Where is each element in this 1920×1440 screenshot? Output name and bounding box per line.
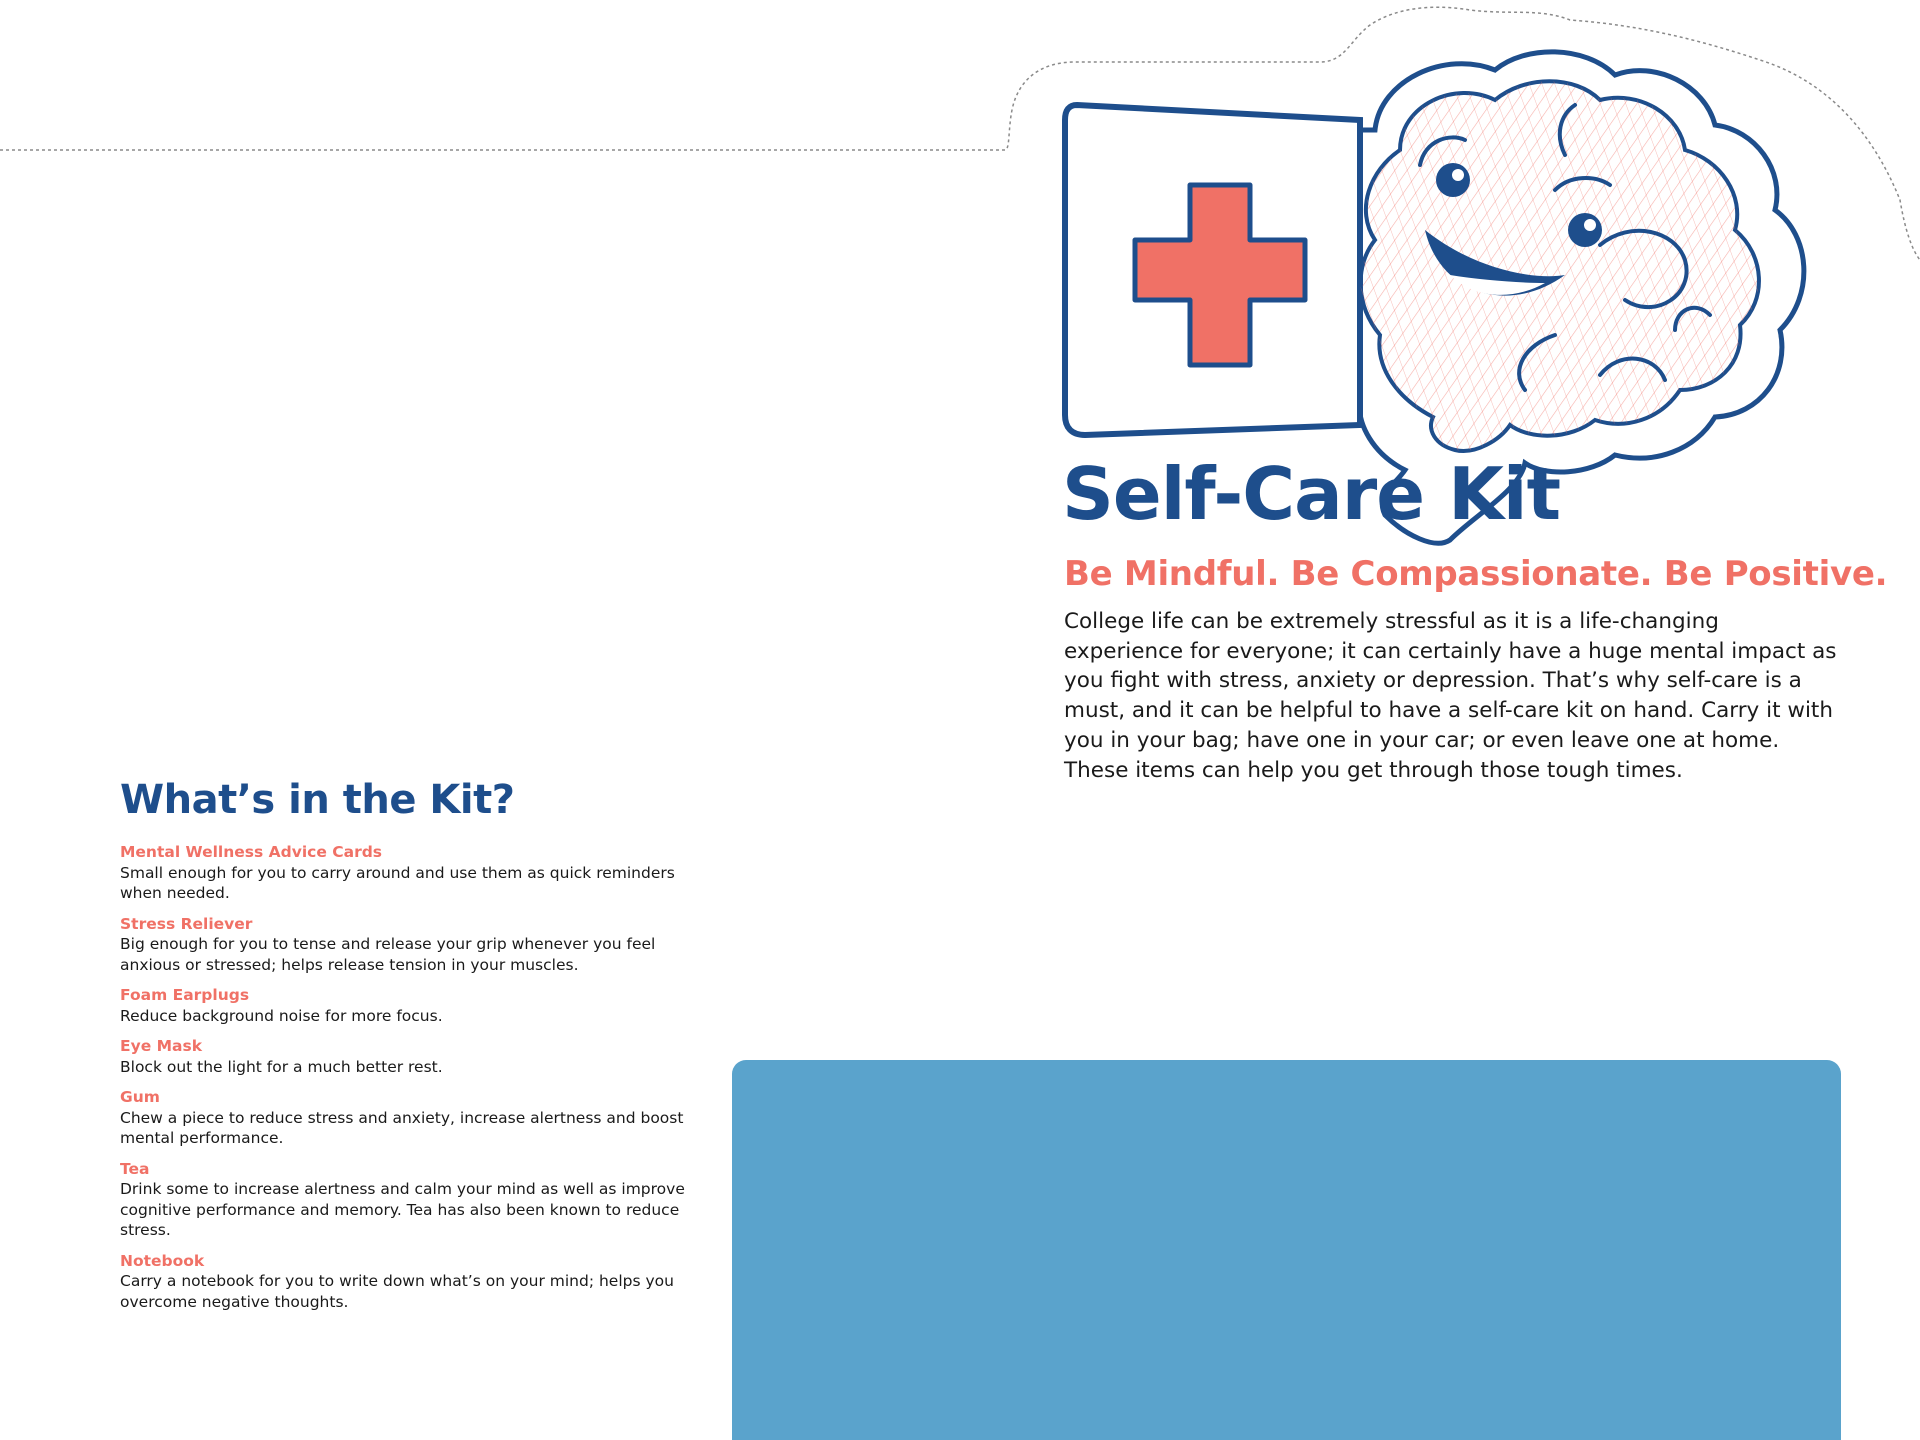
list-item	[120, 1251, 700, 1313]
tagline: Be Mindful. Be Compassionate. Be Positive.	[1064, 554, 1888, 594]
list-item	[120, 985, 700, 1026]
intro-paragraph: College life can be extremely stressful as it is a life-changing experience for everyone; it can certainly have a huge mental impact as you fight with stress, anxiety or depression. That’s why self-care is a must, and it can be helpful to have a self-care kit on hand. Carry it with you in your bag; have one in your car; or even leave one at home. These items can help you get through those tough times.	[1064, 609, 1837, 783]
kit-item-name: Gum	[120, 1088, 160, 1106]
kit-item-name: Stress Reliever	[120, 914, 253, 933]
kit-heading: What’s in the Kit?	[120, 777, 515, 823]
list-item	[120, 1036, 700, 1077]
kit-item-desc: Small enough for you to carry around and use them as quick reminders when needed.	[120, 863, 675, 902]
kit-item-desc: Reduce background noise for more focus.	[120, 1006, 443, 1025]
kit-item-name: Foam Earplugs	[120, 986, 250, 1004]
kit-list	[120, 842, 700, 1322]
kit-item-name: Notebook	[120, 1251, 205, 1270]
kit-item-desc: Carry a notebook for you to write down what’s on your mind; helps you overcome negative thoughts.	[120, 1272, 674, 1311]
page-title: Self-Care Kit	[1062, 452, 1561, 536]
kit-item-desc: Big enough for you to tense and release your grip whenever you feel anxious or stressed; helps release tension in your muscles.	[120, 935, 656, 974]
list-item	[120, 842, 700, 904]
kit-item-name: Eye Mask	[120, 1037, 203, 1055]
list-item	[120, 1087, 700, 1149]
blue-panel	[732, 1060, 1841, 1440]
kit-item-name: Mental Wellness Advice Cards	[120, 843, 383, 861]
kit-item-desc: Drink some to increase alertness and calm your mind as well as improve cognitive performance and memory. Tea has also been known to reduce stress.	[120, 1180, 685, 1239]
list-item	[120, 1159, 700, 1241]
kit-item-desc: Block out the light for a much better rest.	[120, 1057, 443, 1076]
list-item	[120, 914, 700, 976]
kit-item-name: Tea	[120, 1159, 150, 1178]
kit-item-desc: Chew a piece to reduce stress and anxiety, increase alertness and boost mental performance.	[120, 1108, 684, 1147]
